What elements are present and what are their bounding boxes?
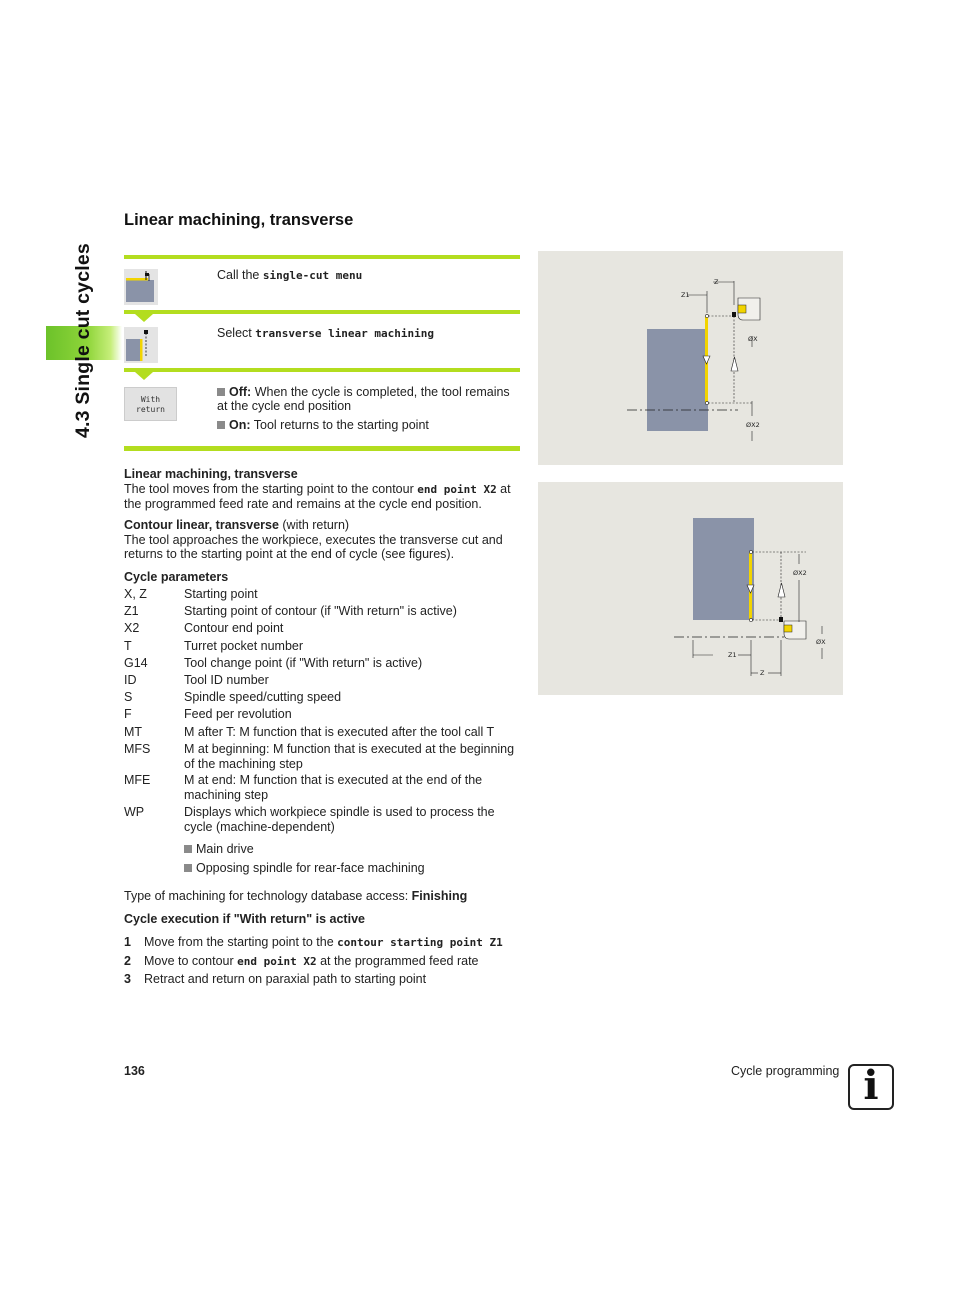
step-divider [124,255,520,259]
figure-contour-linear-with-return [538,482,843,695]
step-divider [124,446,520,451]
fig2-label-x2: ØX2 [793,569,807,577]
bullet-icon [217,421,225,429]
section-title: Linear machining, transverse [124,211,354,229]
softkey-single-cut-icon [124,269,158,305]
step-arrow-icon [135,314,153,322]
step-arrow-icon [135,372,153,380]
bullet-icon [184,864,192,872]
bullet-icon [184,845,192,853]
figure-linear-transverse [538,251,843,465]
option-on: On: Tool returns to the starting point [217,418,429,432]
tech-type: Type of machining for technology database access: Finishing [124,889,468,903]
exec-title: Cycle execution if "With return" is active [124,912,365,926]
fig2-label-x: ØX [816,638,826,646]
bullet-icon [217,388,225,396]
step-divider [124,310,520,314]
step-divider [124,368,520,372]
figure-2-drawing [538,482,843,695]
fig1-label-x2: ØX2 [746,421,760,429]
fig1-label-z: Z [714,278,719,286]
page-number: 136 [124,1064,145,1078]
chapter-tab-title: 4.3 Single cut cycles [72,243,94,438]
figure-1-drawing [538,251,843,465]
fig1-label-z1: Z1 [681,291,690,299]
option-off: Off: When the cycle is completed, the tool remains at the cycle end position [217,385,510,413]
step-2-text: Select transverse linear machining [217,326,435,340]
step-1-text: Call the single-cut menu [217,268,363,282]
fig2-label-z: Z [760,669,765,677]
desc-contour-linear: Contour linear, transverse (with return) The tool approaches the workpiece, executes the transverse cut and returns to the starting point at the end of cycle (see figures). [124,518,503,561]
wp-option-opposing: Opposing spindle for rear-face machining [184,861,425,875]
footer-chapter-title: Cycle programming [731,1064,840,1078]
with-return-softkey[interactable]: With return [124,387,177,421]
desc-linear-transverse: Linear machining, transverse The tool moves from the starting point to the contour end point X2 at the programmed feed rate and remains at the cycle end position. [124,467,511,511]
wp-option-main: Main drive [184,842,254,856]
softkey-transverse-linear-icon [124,327,158,363]
fig1-label-x: ØX [748,335,758,343]
fig2-label-z1: Z1 [728,651,737,659]
params-title: Cycle parameters [124,570,229,584]
info-icon: i [848,1064,894,1110]
